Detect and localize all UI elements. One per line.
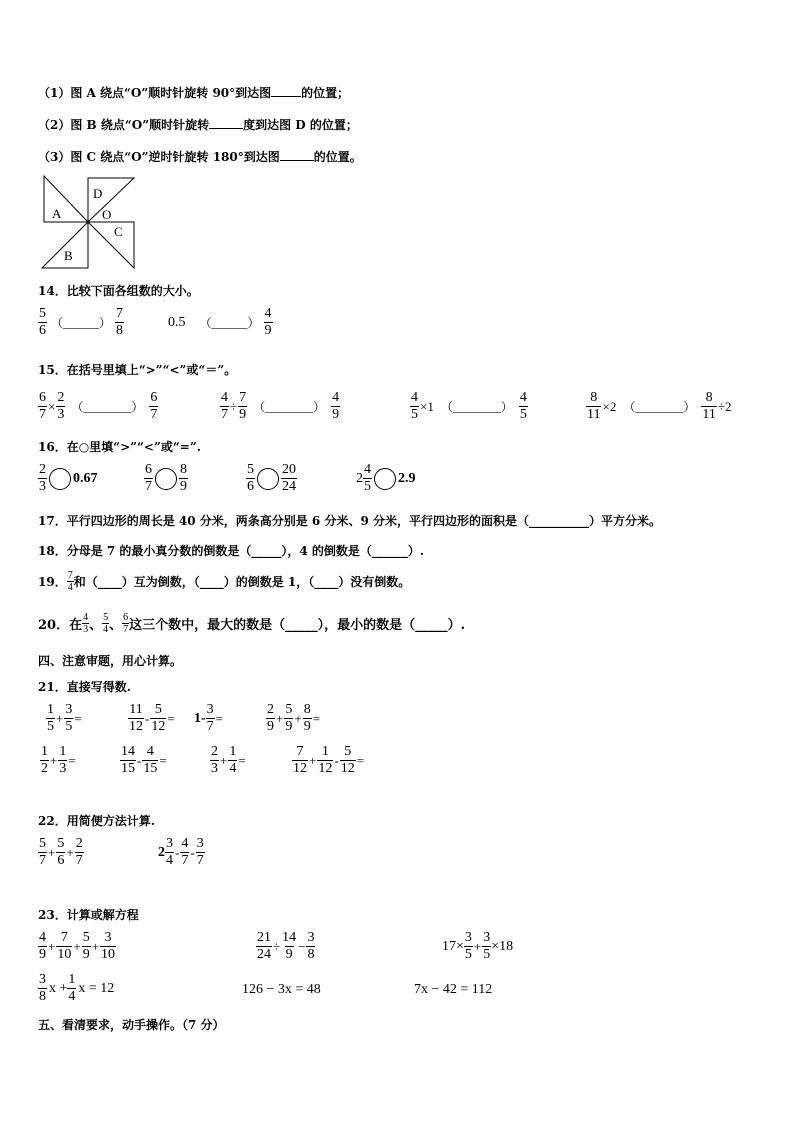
denominator: 11 [702, 407, 716, 422]
math-text: ×18 [491, 938, 514, 954]
numerator: 21 [257, 930, 271, 945]
separator: 、 [109, 618, 123, 633]
fraction [38, 306, 47, 339]
operator: = [238, 752, 246, 768]
fraction [340, 744, 356, 777]
operator: = [312, 710, 321, 726]
label-b: B [64, 248, 73, 263]
q15-item1 [38, 390, 158, 423]
fraction [331, 390, 340, 423]
fraction [317, 744, 333, 777]
operator: = [68, 752, 76, 768]
fraction [206, 702, 215, 735]
denominator: 3 [57, 407, 65, 422]
denominator: 9 [285, 947, 293, 962]
denominator: 24 [282, 479, 296, 494]
q13-line3-text: （3）图 C 绕点“O”逆时针旋转 180°到达图 [38, 150, 280, 164]
operator: - [137, 752, 142, 768]
triangle-a [44, 176, 88, 222]
fraction [149, 390, 158, 423]
denominator: 9 [267, 719, 274, 734]
numerator: 4 [332, 390, 340, 405]
operator: + [73, 938, 81, 954]
numerator: 6 [39, 390, 46, 405]
fraction [142, 744, 158, 777]
operator: = [215, 710, 224, 726]
numerator: 5 [82, 930, 90, 945]
q20-line [38, 612, 465, 635]
denominator: 11 [587, 407, 601, 422]
numerator: 8 [590, 390, 598, 405]
q20-suffix: 这三个数中，最大的数是（_____），最小的数是（_____）. [129, 618, 466, 633]
q21-r1-e4 [266, 702, 321, 735]
numerator: 5 [39, 836, 46, 851]
denominator: 7 [39, 853, 46, 868]
whole-number: 2 [356, 470, 363, 486]
fraction [75, 836, 84, 869]
fraction [82, 612, 89, 635]
operator: ÷2 [717, 398, 732, 414]
numerator: 14 [282, 930, 297, 945]
numerator: 3 [464, 930, 472, 945]
operator: = [167, 710, 175, 726]
math-text: x + [49, 980, 68, 996]
q21-r1-e1 [46, 702, 83, 735]
numerator: 4 [264, 306, 272, 321]
fraction [180, 836, 189, 869]
denominator: 6 [247, 479, 254, 494]
fraction [196, 836, 205, 869]
denominator: 9 [180, 479, 187, 494]
operator: - [175, 844, 180, 860]
denominator: 15 [143, 761, 158, 776]
denominator: 10 [101, 947, 116, 962]
fraction [292, 744, 308, 777]
label-a: A [52, 206, 62, 221]
decimal-value: 2.9 [398, 470, 416, 486]
operator: + [50, 752, 58, 768]
q23-e1 [38, 930, 116, 963]
operator: + [276, 710, 284, 726]
fraction [284, 702, 293, 735]
operator: ÷ [230, 398, 238, 414]
operator: - [190, 844, 195, 860]
numerator: 3 [483, 930, 491, 945]
q21-r1-e2 [128, 702, 176, 735]
label-c: C [114, 224, 123, 239]
numerator: 4 [364, 462, 371, 477]
operator: − [298, 938, 306, 954]
operator: + [91, 938, 100, 954]
denominator: 12 [151, 719, 166, 734]
numerator: 1 [59, 744, 67, 759]
numerator: 5 [154, 702, 162, 717]
q22-e2 [158, 836, 205, 869]
q16-item2 [144, 462, 188, 495]
denominator: 3 [59, 761, 67, 776]
numerator: 1 [41, 744, 48, 759]
numerator: 5 [57, 836, 65, 851]
numerator: 7 [67, 570, 73, 581]
fraction [306, 930, 315, 963]
numerator: 2 [57, 390, 65, 405]
numerator: 1 [321, 744, 329, 759]
numerator: 4 [519, 390, 527, 405]
section5-heading: 五、看清要求，动手操作。（7 分） [38, 1018, 225, 1032]
q19-number: 19． [38, 575, 67, 589]
q13-line2-text: （2）图 B 绕点“O”顺时针旋转 [38, 118, 210, 132]
denominator: 7 [206, 719, 214, 734]
denominator: 10 [57, 947, 72, 962]
numerator: 7 [60, 930, 68, 945]
fraction [701, 390, 716, 423]
math-text: 17× [442, 938, 464, 954]
operator: + [48, 844, 56, 860]
q14-pair1 [38, 306, 124, 339]
q22-e1 [38, 836, 84, 869]
fraction [38, 836, 47, 869]
fraction [122, 612, 129, 635]
denominator: 9 [303, 719, 311, 734]
pinwheel-figure [40, 174, 136, 272]
q13-line1 [38, 84, 349, 101]
fraction [120, 744, 136, 777]
fraction [281, 930, 297, 963]
denominator: 4 [229, 761, 237, 776]
denominator: 7 [123, 624, 129, 635]
q13-line1-end: 的位置； [301, 86, 350, 100]
q13-line1-text: （1）图 A 绕点“O”顺时针旋转 90°到达图 [38, 86, 272, 100]
numerator: 2 [267, 702, 274, 717]
section4-heading: 四、注意审题，用心计算。 [38, 654, 183, 668]
denominator: 9 [239, 407, 247, 422]
numerator: 3 [196, 836, 204, 851]
operator: + [48, 938, 56, 954]
operator: - [334, 752, 339, 768]
numerator: 2 [75, 836, 83, 851]
denominator: 7 [181, 853, 189, 868]
numerator: 3 [206, 702, 214, 717]
q17-text: 17．平行四边形的周长是 40 分米，两条高分别是 6 分米、9 分米，平行四边形的面积是（__________）平方分米。 [38, 514, 661, 528]
denominator: 5 [364, 479, 371, 494]
operator: = [356, 752, 365, 768]
denominator: 6 [57, 853, 65, 868]
fraction [266, 702, 275, 735]
operator: ×1 [420, 398, 434, 414]
fraction [64, 702, 73, 735]
math-text: 1- [194, 710, 206, 726]
denominator: 4 [166, 853, 173, 868]
q19-text: 和（____）互为倒数，（____）的倒数是 1，（____）没有倒数。 [73, 575, 411, 589]
math-text: x = 12 [78, 980, 115, 996]
fraction [56, 836, 65, 869]
numerator: 3 [166, 836, 173, 851]
q13-blank2[interactable] [209, 117, 243, 129]
q23-e4 [38, 972, 114, 1005]
decimal-value: 0.5 [168, 314, 186, 330]
q15-item2 [220, 390, 340, 423]
operator: = [159, 752, 167, 768]
q13-line3 [38, 148, 362, 165]
q15-item4 [586, 390, 732, 423]
fraction [100, 930, 116, 963]
fraction [102, 612, 109, 635]
denominator: 7 [75, 853, 83, 868]
q16-title: 16．在○里填“>”“<”或“=”. [38, 440, 201, 454]
operator: ÷ [273, 938, 281, 954]
fraction [281, 462, 297, 495]
operator: + [294, 710, 302, 726]
fraction [38, 390, 47, 423]
fraction [363, 462, 372, 495]
fraction [58, 744, 67, 777]
fraction [246, 462, 255, 495]
denominator: 12 [318, 761, 333, 776]
fraction [67, 570, 74, 593]
q15-item3 [410, 390, 528, 423]
denominator: 12 [129, 719, 143, 734]
fraction [228, 744, 237, 777]
fraction [128, 702, 144, 735]
denominator: 9 [264, 323, 272, 338]
fraction [256, 930, 272, 963]
operator: × [48, 398, 56, 414]
numerator: 3 [307, 930, 315, 945]
numerator: 2 [211, 744, 218, 759]
denominator: 5 [65, 719, 73, 734]
label-o: O [102, 207, 112, 222]
q16-item1 [38, 462, 98, 495]
numerator: 14 [121, 744, 135, 759]
fraction [220, 390, 229, 423]
denominator: 8 [307, 947, 315, 962]
operator: + [473, 938, 482, 954]
denominator: 5 [519, 407, 527, 422]
answer-blank[interactable]: （________） [623, 400, 696, 414]
fraction [115, 306, 124, 339]
fraction [165, 836, 174, 869]
numerator: 5 [39, 306, 46, 321]
denominator: 8 [116, 323, 124, 338]
q23-title: 23．计算或解方程 [38, 908, 139, 922]
denominator: 4 [103, 624, 109, 635]
compare-circle[interactable] [257, 468, 279, 490]
fraction [40, 744, 49, 777]
fraction [482, 930, 491, 963]
denominator: 9 [82, 947, 90, 962]
operator: + [66, 844, 74, 860]
denominator: 8 [39, 989, 46, 1004]
q20-prefix: 20．在 [38, 618, 83, 633]
denominator: 24 [257, 947, 271, 962]
q21-r2-e4 [292, 744, 365, 777]
fraction [238, 390, 247, 423]
fraction [38, 930, 47, 963]
operator: + [309, 752, 317, 768]
denominator: 12 [340, 761, 355, 776]
denominator: 3 [39, 479, 46, 494]
denominator: 12 [293, 761, 307, 776]
fraction [56, 390, 65, 423]
fraction [38, 462, 47, 495]
q18-text: 18．分母是 7 的最小真分数的倒数是（_____），4 的倒数是（______）. [38, 544, 425, 558]
compare-circle[interactable] [155, 468, 177, 490]
operator: + [56, 710, 64, 726]
answer-blank[interactable]: （________） [71, 400, 144, 414]
numerator: 5 [247, 462, 254, 477]
denominator: 4 [68, 989, 76, 1004]
q13-blank1[interactable] [271, 85, 301, 97]
denominator: 7 [39, 407, 46, 422]
fraction [38, 972, 47, 1005]
fraction [144, 462, 153, 495]
q23-e2 [256, 930, 315, 963]
q21-r1-e3 [194, 702, 224, 735]
q14-pair2 [168, 306, 273, 339]
q21-r2-e2 [120, 744, 168, 777]
operator: = [74, 710, 82, 726]
denominator: 5 [483, 947, 491, 962]
q16-item3 [246, 462, 297, 495]
numerator: 3 [39, 972, 46, 987]
q21-r2-e3 [210, 744, 247, 777]
fraction [586, 390, 601, 423]
numerator: 7 [239, 390, 247, 405]
q14-title: 14．比较下面各组数的大小。 [38, 284, 199, 298]
q23-e3 [442, 930, 513, 963]
denominator: 6 [39, 323, 46, 338]
q13-line3-end: 的位置。 [313, 150, 362, 164]
numerator: 6 [145, 462, 152, 477]
q21-r2-e1 [40, 744, 77, 777]
denominator: 5 [411, 407, 418, 422]
denominator: 5 [47, 719, 54, 734]
fraction [56, 930, 72, 963]
numerator: 5 [103, 612, 109, 623]
answer-blank[interactable]: （________） [253, 400, 326, 414]
operator: - [145, 710, 150, 726]
numerator: 6 [123, 612, 129, 623]
fraction [519, 390, 528, 423]
fraction [210, 744, 219, 777]
fraction [82, 930, 91, 963]
numerator: 11 [129, 702, 143, 717]
denominator: 3 [211, 761, 218, 776]
numerator: 1 [68, 972, 76, 987]
numerator: 8 [180, 462, 187, 477]
q13-line2-end: 度到达图 D 的位置； [243, 118, 358, 132]
numerator: 8 [303, 702, 311, 717]
fraction [410, 390, 419, 423]
fraction [464, 930, 473, 963]
q22-title: 22．用简便方法计算. [38, 814, 155, 828]
fraction [303, 702, 312, 735]
fraction [46, 702, 55, 735]
numerator: 4 [411, 390, 418, 405]
numerator: 4 [39, 930, 46, 945]
numerator: 20 [282, 462, 296, 477]
fraction [264, 306, 273, 339]
denominator: 5 [464, 947, 472, 962]
denominator: 9 [332, 407, 340, 422]
operator: ×2 [602, 398, 617, 414]
denominator: 15 [121, 761, 135, 776]
answer-blank[interactable]: （______） [199, 316, 260, 330]
math-text: 2 [158, 844, 165, 860]
fraction [179, 462, 188, 495]
label-d: D [93, 186, 103, 201]
compare-circle[interactable] [49, 468, 71, 490]
numerator: 2 [39, 462, 46, 477]
denominator: 7 [221, 407, 228, 422]
denominator: 9 [285, 719, 293, 734]
answer-blank[interactable]: （________） [440, 400, 513, 414]
numerator: 3 [65, 702, 73, 717]
numerator: 4 [181, 836, 189, 851]
answer-blank[interactable]: （______） [51, 316, 112, 330]
numerator: 5 [344, 744, 352, 759]
separator: 、 [89, 618, 103, 633]
numerator: 3 [104, 930, 112, 945]
fraction [67, 972, 76, 1005]
denominator: 2 [41, 761, 48, 776]
numerator: 8 [705, 390, 713, 405]
q19-line [38, 570, 410, 593]
denominator: 7 [196, 853, 204, 868]
denominator: 3 [83, 624, 89, 635]
decimal-value: 0.67 [73, 470, 98, 486]
q21-title: 21．直接写得数. [38, 680, 131, 694]
denominator: 4 [67, 582, 73, 593]
numerator: 1 [47, 702, 54, 717]
numerator: 1 [229, 744, 237, 759]
q15-title: 15．在括号里填上“>”“<”或“＝”。 [38, 363, 237, 377]
q16-item4 [356, 462, 416, 495]
numerator: 4 [221, 390, 228, 405]
q23-e5: 126 − 3x = 48 [242, 982, 321, 997]
triangle-c [88, 222, 134, 268]
numerator: 6 [150, 390, 158, 405]
q13-blank3[interactable] [280, 149, 314, 161]
compare-circle[interactable] [374, 468, 396, 490]
denominator: 7 [145, 479, 152, 494]
numerator: 7 [116, 306, 124, 321]
fraction [150, 702, 166, 735]
q13-line2 [38, 116, 358, 133]
operator: + [220, 752, 228, 768]
numerator: 4 [83, 612, 89, 623]
numerator: 5 [285, 702, 293, 717]
denominator: 7 [150, 407, 158, 422]
numerator: 7 [296, 744, 304, 759]
numerator: 4 [146, 744, 154, 759]
q23-e6: 7x − 42 = 112 [414, 982, 493, 997]
denominator: 9 [39, 947, 46, 962]
